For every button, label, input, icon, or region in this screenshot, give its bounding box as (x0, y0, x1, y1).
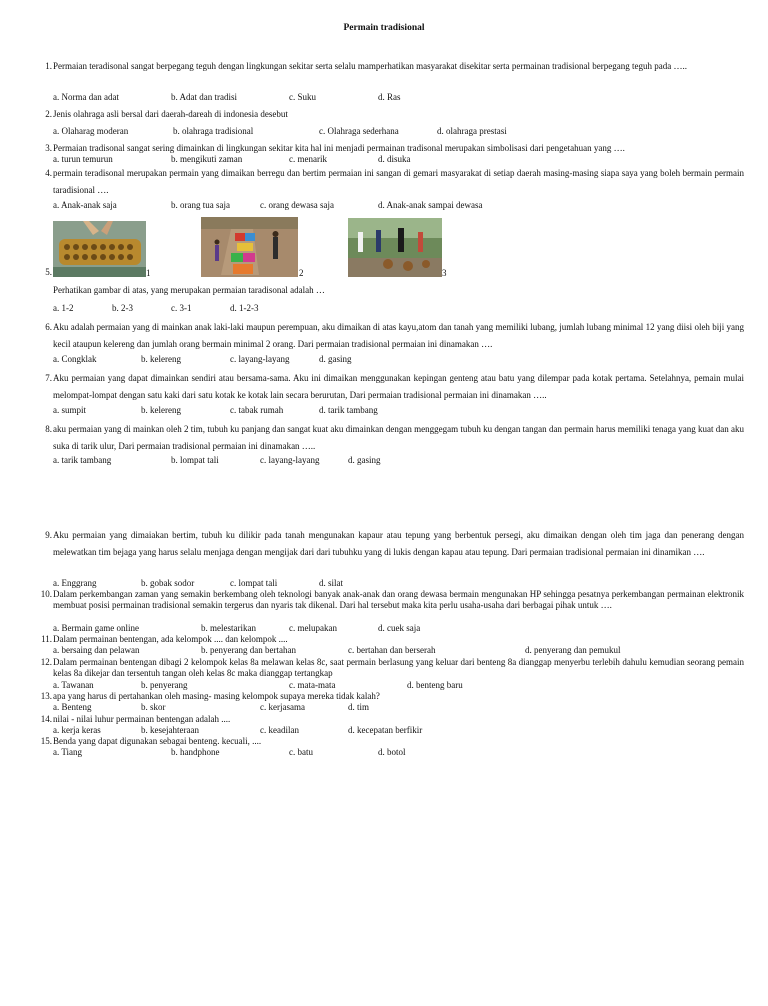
option-c[interactable]: c. melupakan (289, 623, 337, 633)
option-d[interactable]: d. Anak-anak sampai dewasa (378, 200, 483, 210)
option-a[interactable]: a. Tawanan (53, 680, 94, 690)
question-number: 8. (45, 424, 52, 434)
option-d[interactable]: d. silat (319, 578, 343, 588)
option-b[interactable]: b. mengikuti zaman (171, 154, 243, 164)
option-c[interactable]: c. Olahraga sederhana (319, 126, 399, 136)
question-10 (36, 589, 744, 611)
option-c[interactable]: c. lompat tali (230, 578, 278, 588)
option-c[interactable]: c. orang dewasa saja (260, 200, 334, 210)
option-d[interactable]: d. 1-2-3 (230, 303, 259, 313)
question-text: Dalam permainan bentengan, ada kelompok .... dan kelompok .... (53, 634, 288, 644)
option-b[interactable]: b. orang tua saja (171, 200, 230, 210)
stilts-picture (348, 218, 442, 277)
option-a[interactable]: a. Congklak (53, 354, 97, 364)
option-b[interactable]: b. kesejahteraan (141, 725, 199, 735)
question-number: 5. (45, 267, 52, 277)
option-d[interactable]: d. gasing (348, 455, 381, 465)
question-text: Aku permaian yang dapat dimainkan sendiri atau bersama-sama. Aku ini dimaikan menggunakan kepingan genteng atau batu yang dilempar pada kotak pertama. Setelahnya, pemain mulai melompat-lompat dengan satu kaki dari satu kotak ke kotak lain secara berurutan, Dari permaian tradisional permaian ini dinamakan ….. (53, 373, 744, 400)
option-b[interactable]: b. melestarikan (201, 623, 256, 633)
option-d[interactable]: d. kecepatan berfikir (348, 725, 423, 735)
hopscotch-picture (201, 217, 298, 277)
option-a[interactable]: a. Tiang (53, 747, 83, 757)
question-number: 2. (45, 109, 52, 119)
question-number: 9. (45, 530, 52, 540)
question-12 (36, 657, 744, 679)
question-number: 4. (45, 168, 52, 178)
option-c[interactable]: c. batu (289, 747, 313, 757)
option-a[interactable]: a. Benteng (53, 702, 92, 712)
option-c[interactable]: c. bertahan dan berserah (348, 645, 436, 655)
congklak-picture (53, 221, 146, 277)
option-d[interactable]: d. benteng baru (407, 680, 463, 690)
option-a[interactable]: a. tarik tambang (53, 455, 112, 465)
question-number: 7. (45, 373, 52, 383)
option-c[interactable]: c. 3-1 (171, 303, 192, 313)
question-text: Jenis olahraga asli bersal dari daerah-dareah di indonesia desebut (53, 109, 288, 119)
option-a[interactable]: a. sumpit (53, 405, 86, 415)
question-text: nilai - nilai luhur permainan bentengan adalah .... (53, 714, 231, 724)
option-a[interactable]: a. Norma dan adat (53, 92, 119, 102)
picture-label: 1 (146, 268, 151, 278)
question-text: Benda yang dapat digunakan sebagai benteng. kecuali, .... (53, 736, 262, 746)
question-6 (36, 319, 744, 353)
option-c[interactable]: c. tabak rumah (230, 405, 284, 415)
question-15 (36, 736, 744, 746)
option-b[interactable]: b. 2-3 (112, 303, 133, 313)
question-4 (36, 165, 744, 199)
option-c[interactable]: c. layang-layang (260, 455, 320, 465)
picture-label: 3 (442, 268, 447, 278)
question-number: 15. (40, 736, 52, 746)
option-b[interactable]: b. lompat tali (171, 455, 219, 465)
question-2 (36, 109, 744, 119)
question-number: 3. (45, 143, 52, 153)
option-a[interactable]: a. Anak-anak saja (53, 200, 117, 210)
option-d[interactable]: d. tim (348, 702, 370, 712)
option-c[interactable]: c. layang-layang (230, 354, 290, 364)
option-d[interactable]: d. Ras (378, 92, 401, 102)
question-text: apa yang harus di pertahankan oleh masing- masing kelompok supaya mereka tidak kalah? (53, 691, 380, 701)
question-14 (36, 714, 744, 724)
option-a[interactable]: a. Bermain game online (53, 623, 139, 633)
option-a[interactable]: a. Olaharag moderan (53, 126, 129, 136)
question-5-text (36, 285, 744, 295)
picture-label: 2 (299, 268, 304, 278)
option-b[interactable]: b. handphone (171, 747, 220, 757)
question-text: aku permaian yang di mainkan oleh 2 tim, tubuh ku panjang dan sangat kuat aku dimainkan dengan menggegam tubuh ku dengan tangan dan permain harus memiliki tenaga yang kuat dan aku suka di tarik ulur, Dari permaian tradisional permaian ini dinamakan ….. (53, 424, 744, 451)
option-d[interactable]: d. botol (378, 747, 406, 757)
question-text: Aku adalah permaian yang di mainkan anak laki-laki maupun perempuan, aku dimaikan di atas kayu,atom dan tanah yang memiliki lubang, jumlah lubang minimal 12 yang diisi oleh biji yang kecil ataupun kelereng dan jumlah orang bermain minimal 2 orang. Dari permaian tradisional permaian ini dinamakan …. (53, 322, 744, 349)
option-b[interactable]: b. kelereng (141, 405, 181, 415)
question-11 (36, 634, 744, 644)
question-13 (36, 691, 744, 701)
option-b[interactable]: b. Adat dan tradisi (171, 92, 237, 102)
option-d[interactable]: d. cuek saja (378, 623, 421, 633)
option-a[interactable]: a. Enggrang (53, 578, 97, 588)
option-d[interactable]: d. gasing (319, 354, 352, 364)
question-text: Aku permaian yang dimaiakan bertim, tubuh ku dilikir pada tanah mengunakan kapaur atau tepung yang berbentuk persegi, aku dimaikan dengan oleh tim jaga dan penerang dengan melewatkan tim bejaga yang harus selalu menjaga dengan mengijak dari dari tubuhku yang di lukis dengan kapau atau tepung. Dari permaian tradisional permaian ini dinamikan …. (53, 530, 744, 557)
option-d[interactable]: d. penyerang dan pemukul (525, 645, 621, 655)
question-number: 14. (40, 714, 52, 724)
page-title: Permain tradisional (343, 23, 425, 33)
question-text: Permaian tradisonal sangat sering dimainkan di lingkungan sekitar kita hal ini menjadi permainan tradisonal merupakan simbolisasi dari pengetahuan yang …. (53, 143, 625, 153)
option-c[interactable]: c. menarik (289, 154, 327, 164)
option-c[interactable]: c. mata-mata (289, 680, 336, 690)
question-9 (36, 527, 744, 561)
question-text: Permaian teradisonal sangat berpegang teguh dengan lingkungan sekitar serta selalu mamperhatikan masyarakat disekitar serta permainan tradisional berpegang teguh pada ….. (53, 61, 688, 71)
question-number: 10. (40, 589, 52, 599)
question-7 (36, 370, 744, 404)
question-number: 6. (45, 322, 52, 332)
question-text: permain teradisonal merupakan permain yang dimaikan berregu dan bertim permaian ini sangan di gemari masyarakat di setiap daerah masing-masing siapa saya yang boleh bermain permain taradisional …. (53, 168, 744, 195)
question-number: 11. (41, 634, 52, 644)
option-b[interactable]: b. kelereng (141, 354, 181, 364)
option-d[interactable]: d. tarik tambang (319, 405, 378, 415)
question-text: Dalam perkembangan zaman yang semakin berkembang oleh teknologi banyak anak-anak dan orang dewasa bermain mengunakan HP sehingga pesatnya perkembangan permainan elektronik membuat posisi permainan tradisional semakin tergerus dan nyaris tak dikenal. Dari hal tersebut maka kita perlu usaha-usaha dari berbagai pihak untuk …. (53, 589, 744, 610)
option-b[interactable]: b. skor (141, 702, 166, 712)
question-number: 12. (40, 657, 52, 667)
option-a[interactable]: a. 1-2 (53, 303, 74, 313)
option-c[interactable]: c. kerjasama (260, 702, 305, 712)
option-d[interactable]: d. olahraga prestasi (437, 126, 507, 136)
question-text: Perhatikan gambar di atas, yang merupakan permaian taradisonal adalah … (53, 285, 325, 295)
question-number: 13. (40, 691, 52, 701)
option-b[interactable]: b. penyerang dan bertahan (201, 645, 296, 655)
option-d[interactable]: d. disuka (378, 154, 411, 164)
option-c[interactable]: c. keadilan (260, 725, 299, 735)
question-number: 1. (45, 61, 52, 71)
option-a[interactable]: a. kerja keras (53, 725, 101, 735)
question-3 (36, 143, 744, 153)
option-b[interactable]: b. olahraga tradisional (173, 126, 254, 136)
option-a[interactable]: a. bersaing dan pelawan (53, 645, 140, 655)
option-c[interactable]: c. Suku (289, 92, 316, 102)
question-1 (36, 58, 744, 75)
option-b[interactable]: b. gobak sodor (141, 578, 195, 588)
question-8 (36, 421, 744, 455)
option-b[interactable]: b. penyerang (141, 680, 188, 690)
question-text: Dalam permainan bentengan dibagi 2 kelompok kelas 8a melawan kelas 8c, saat permain berlasung yang keluar dari benteng 8a dianggap menyerbu terlebih dahulu kemudian seorang pemain kelas 8a dikejar dan tersentuh tangan oleh kelas 8c maka dianggap tertangkap (53, 657, 744, 678)
option-a[interactable]: a. turun temurun (53, 154, 113, 164)
